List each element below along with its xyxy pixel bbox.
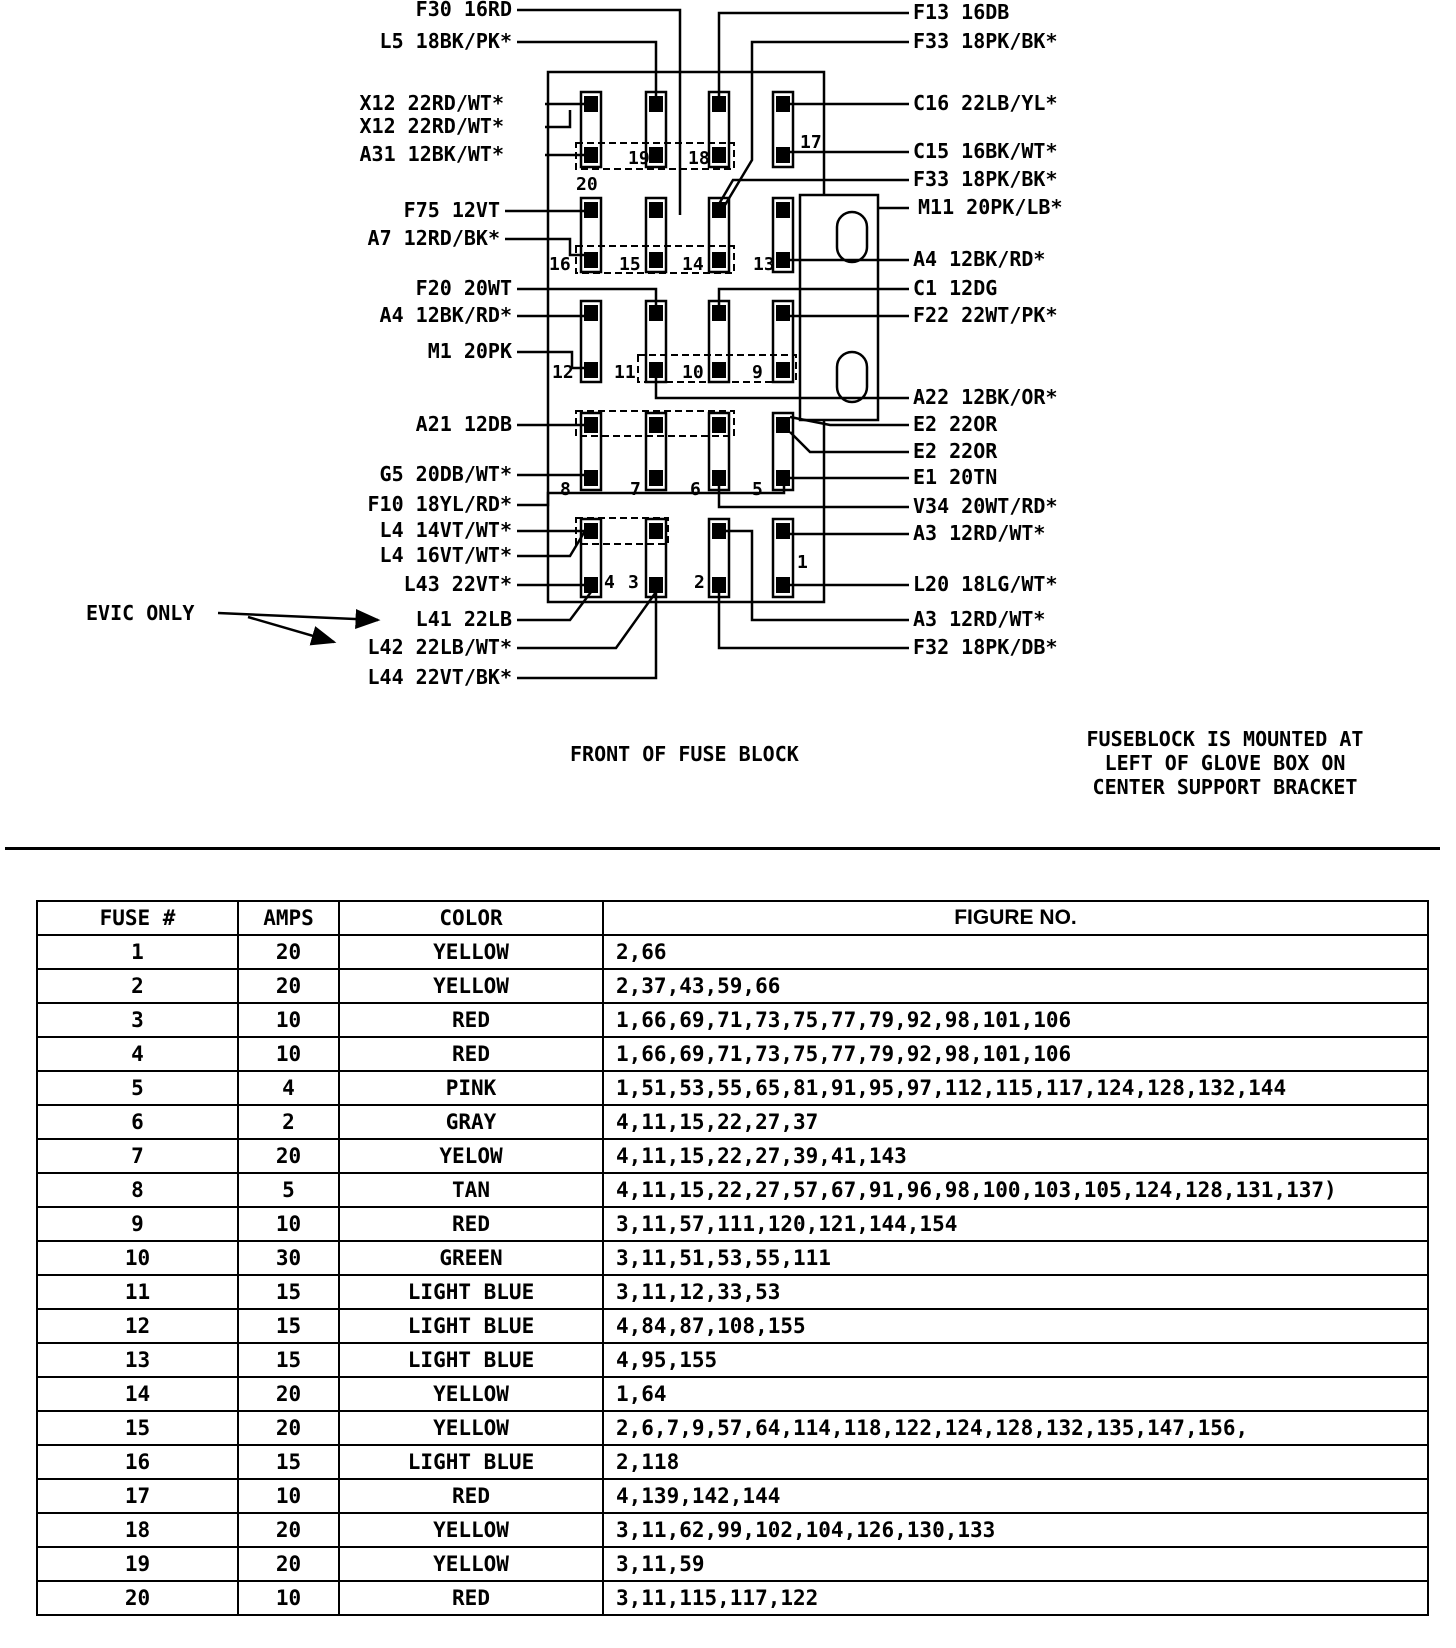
- fuse-terminal: [712, 202, 726, 218]
- color-cell: TAN: [339, 1173, 603, 1207]
- left-wire-labels: [360, 0, 513, 689]
- amps-cell: 15: [238, 1445, 339, 1479]
- right-wire-label: E1 20TN: [913, 465, 998, 489]
- amps-cell: 20: [238, 1513, 339, 1547]
- fuse-number-cell: 13: [37, 1343, 238, 1377]
- fuse-terminal: [776, 96, 790, 112]
- fuse-terminal: [649, 417, 663, 433]
- fuse-terminal: [712, 417, 726, 433]
- color-cell: PINK: [339, 1071, 603, 1105]
- amps-cell: 30: [238, 1241, 339, 1275]
- amps-cell: 2: [238, 1105, 339, 1139]
- fuse-terminal: [712, 577, 726, 593]
- amps-cell: 5: [238, 1173, 339, 1207]
- figure-no-cell: 3,11,12,33,53: [603, 1275, 1428, 1309]
- fuse-number-cell: 19: [37, 1547, 238, 1581]
- left-wire-label: G5 20DB/WT*: [379, 462, 512, 486]
- fuse-number-cell: 8: [37, 1173, 238, 1207]
- fuse-number-label: 17: [800, 132, 822, 153]
- fuse-terminal: [712, 252, 726, 268]
- wire: [517, 352, 584, 368]
- amps-cell: 15: [238, 1309, 339, 1343]
- color-cell: LIGHT BLUE: [339, 1343, 603, 1377]
- fuse-terminal: [584, 417, 598, 433]
- left-wire-label: X12 22RD/WT*: [359, 91, 504, 115]
- table-row: [37, 1275, 1428, 1309]
- amps-cell: 10: [238, 1207, 339, 1241]
- fuse-terminal: [649, 523, 663, 539]
- right-wire-label: V34 20WT/RD*: [913, 494, 1058, 518]
- left-wire-label: F30 16RD: [415, 0, 512, 21]
- left-wire-label: A21 12DB: [415, 412, 512, 436]
- left-wire-label: F10 18YL/RD*: [367, 492, 512, 516]
- right-wire-label: A3 12RD/WT*: [913, 521, 1046, 545]
- section-divider: [5, 847, 1440, 850]
- fuse-number-cell: 14: [37, 1377, 238, 1411]
- right-wire-label: E2 22OR: [913, 439, 998, 463]
- fuse-terminal: [584, 252, 598, 268]
- table-row: [37, 1343, 1428, 1377]
- left-wire-label: F75 12VT: [403, 198, 500, 222]
- fuse-terminal: [712, 147, 726, 163]
- header-fuse-number: FUSE #: [37, 901, 238, 935]
- right-wire-label: L20 18LG/WT*: [913, 572, 1058, 596]
- fuse-terminal: [649, 147, 663, 163]
- figure-no-cell: 4,84,87,108,155: [603, 1309, 1428, 1343]
- figure-no-cell: 1,66,69,71,73,75,77,79,92,98,101,106: [603, 1037, 1428, 1071]
- amps-cell: 10: [238, 1479, 339, 1513]
- fuse-number-cell: 18: [37, 1513, 238, 1547]
- amps-cell: 20: [238, 1411, 339, 1445]
- header-figure-no: FIGURE NO.: [603, 901, 1428, 935]
- amps-cell: 15: [238, 1275, 339, 1309]
- figure-no-cell: 4,139,142,144: [603, 1479, 1428, 1513]
- color-cell: GRAY: [339, 1105, 603, 1139]
- table-header-row: [37, 901, 1428, 935]
- fuse-number-label: 8: [560, 479, 571, 500]
- fuses: [581, 92, 793, 597]
- fuse-terminal: [584, 147, 598, 163]
- fuse-number-label: 15: [619, 254, 641, 275]
- color-cell: RED: [339, 1003, 603, 1037]
- left-wire-label: A4 12BK/RD*: [379, 303, 512, 327]
- fuse-terminal: [584, 523, 598, 539]
- figure-no-cell: 2,6,7,9,57,64,114,118,122,124,128,132,135,147,156,: [603, 1411, 1428, 1445]
- left-wire-label: A31 12BK/WT*: [359, 142, 504, 166]
- fuse-number-label: 16: [549, 254, 571, 275]
- fuse-number-label: 4: [604, 572, 615, 593]
- left-wire-label: M1 20PK: [427, 339, 512, 363]
- fuse-terminal: [584, 305, 598, 321]
- fuse-terminal: [649, 202, 663, 218]
- fuse-number-label: 18: [688, 148, 710, 169]
- fuse-number-label: 13: [753, 254, 775, 275]
- amps-cell: 15: [238, 1343, 339, 1377]
- fuse-number-cell: 4: [37, 1037, 238, 1071]
- fuse-terminal: [776, 305, 790, 321]
- color-cell: RED: [339, 1581, 603, 1615]
- color-cell: RED: [339, 1037, 603, 1071]
- fuse-terminal: [649, 252, 663, 268]
- table-row: [37, 969, 1428, 1003]
- wire: [517, 531, 585, 556]
- table-row: [37, 1207, 1428, 1241]
- amps-cell: 10: [238, 1581, 339, 1615]
- fuse-number-label: 7: [630, 479, 641, 500]
- left-wire-label: X12 22RD/WT*: [359, 114, 504, 138]
- wire: [719, 42, 909, 215]
- fuse-number-cell: 6: [37, 1105, 238, 1139]
- table-row: [37, 1547, 1428, 1581]
- figure-no-cell: 3,11,51,53,55,111: [603, 1241, 1428, 1275]
- header-color: COLOR: [339, 901, 603, 935]
- color-cell: YELLOW: [339, 1513, 603, 1547]
- figure-no-cell: 4,11,15,22,27,57,67,91,96,98,100,103,105,124,128,131,137): [603, 1173, 1428, 1207]
- amps-cell: 10: [238, 1003, 339, 1037]
- figure-no-cell: 1,51,53,55,65,81,91,95,97,112,115,117,124,128,132,144: [603, 1071, 1428, 1105]
- fuse-terminal: [584, 577, 598, 593]
- left-wire-label: L44 22VT/BK*: [367, 665, 512, 689]
- left-wire-label: L42 22LB/WT*: [367, 635, 512, 659]
- left-wire-label: A7 12RD/BK*: [367, 226, 500, 250]
- amps-cell: 4: [238, 1071, 339, 1105]
- amps-cell: 20: [238, 935, 339, 969]
- fuse-number-label: 14: [682, 254, 704, 275]
- right-wire-label: C1 12DG: [913, 276, 998, 300]
- table-row: [37, 1309, 1428, 1343]
- fuse-number-cell: 17: [37, 1479, 238, 1513]
- right-wire-label: C15 16BK/WT*: [913, 139, 1058, 163]
- left-wire-label: L41 22LB: [415, 607, 512, 631]
- front-of-fuse-block-caption: FRONT OF FUSE BLOCK: [570, 742, 799, 766]
- header-amps: AMPS: [238, 901, 339, 935]
- amps-cell: 20: [238, 1139, 339, 1173]
- table-row: [37, 1241, 1428, 1275]
- color-cell: YELLOW: [339, 969, 603, 1003]
- right-wire-label: F22 22WT/PK*: [913, 303, 1058, 327]
- fuse-terminal: [584, 96, 598, 112]
- fuse-terminal: [776, 252, 790, 268]
- wire: [790, 432, 909, 452]
- figure-no-cell: 2,118: [603, 1445, 1428, 1479]
- fuse-terminal: [584, 202, 598, 218]
- fuse-terminal: [776, 362, 790, 378]
- right-wire-label: F13 16DB: [913, 0, 1010, 24]
- fuse-number-cell: 3: [37, 1003, 238, 1037]
- fuse-number-cell: 1: [37, 935, 238, 969]
- figure-no-cell: 2,66: [603, 935, 1428, 969]
- table-row: [37, 1037, 1428, 1071]
- figure-no-cell: 3,11,57,111,120,121,144,154: [603, 1207, 1428, 1241]
- fuse-terminal: [776, 523, 790, 539]
- right-wire-labels: [913, 0, 1063, 659]
- figure-no-cell: 4,11,15,22,27,37: [603, 1105, 1428, 1139]
- table-row: [37, 1139, 1428, 1173]
- fuse-terminal: [584, 362, 598, 378]
- fuse-terminal: [776, 417, 790, 433]
- fuse-terminal: [712, 305, 726, 321]
- left-wire-label: L43 22VT*: [403, 572, 512, 596]
- figure-no-cell: 4,11,15,22,27,39,41,143: [603, 1139, 1428, 1173]
- table-body: [37, 935, 1428, 1615]
- fuse-number-label: 19: [628, 148, 650, 169]
- wire: [719, 13, 909, 104]
- fuse-number-cell: 10: [37, 1241, 238, 1275]
- figure-no-cell: 3,11,59: [603, 1547, 1428, 1581]
- fuse-terminal: [649, 577, 663, 593]
- fuse-terminal: [584, 470, 598, 486]
- table-row: [37, 1377, 1428, 1411]
- table-row: [37, 1173, 1428, 1207]
- figure-no-cell: 2,37,43,59,66: [603, 969, 1428, 1003]
- color-cell: YELLOW: [339, 935, 603, 969]
- figure-no-cell: 3,11,115,117,122: [603, 1581, 1428, 1615]
- fuse-terminal: [776, 577, 790, 593]
- table-row: [37, 1105, 1428, 1139]
- right-wire-label: F33 18PK/BK*: [913, 167, 1058, 191]
- fuse-number-label: 3: [628, 572, 639, 593]
- color-cell: LIGHT BLUE: [339, 1275, 603, 1309]
- amps-cell: 10: [238, 1037, 339, 1071]
- table-row: [37, 1479, 1428, 1513]
- fuse-terminal: [712, 362, 726, 378]
- fuse-number-label: 11: [614, 362, 636, 383]
- table-row: [37, 1513, 1428, 1547]
- fuse-number-cell: 5: [37, 1071, 238, 1105]
- color-cell: YELLOW: [339, 1377, 603, 1411]
- table-row: [37, 1071, 1428, 1105]
- right-wire-label: F32 18PK/DB*: [913, 635, 1058, 659]
- figure-no-cell: 1,64: [603, 1377, 1428, 1411]
- mount-note-line-3: CENTER SUPPORT BRACKET: [1092, 775, 1358, 799]
- color-cell: YELLOW: [339, 1547, 603, 1581]
- table-row: [37, 1581, 1428, 1615]
- left-wire-label: L4 14VT/WT*: [379, 518, 512, 542]
- left-wire-label: L5 18BK/PK*: [379, 29, 512, 53]
- fuse-number-cell: 16: [37, 1445, 238, 1479]
- amps-cell: 20: [238, 969, 339, 1003]
- fuse-number-label: 10: [682, 362, 704, 383]
- evic-arrow-lower: [248, 617, 334, 642]
- figure-no-cell: 3,11,62,99,102,104,126,130,133: [603, 1513, 1428, 1547]
- color-cell: YELOW: [339, 1139, 603, 1173]
- fuse-number-label: 20: [576, 174, 598, 195]
- right-wire-label: M11 20PK/LB*: [918, 195, 1063, 219]
- color-cell: RED: [339, 1479, 603, 1513]
- wire: [719, 531, 909, 620]
- fuse-number-cell: 11: [37, 1275, 238, 1309]
- table-row: [37, 1445, 1428, 1479]
- fuse-number-label: 1: [797, 552, 808, 573]
- amps-cell: 20: [238, 1547, 339, 1581]
- fuse-number-cell: 9: [37, 1207, 238, 1241]
- fuse-number-cell: 12: [37, 1309, 238, 1343]
- color-cell: RED: [339, 1207, 603, 1241]
- amps-cell: 20: [238, 1377, 339, 1411]
- evic-only-label: EVIC ONLY: [86, 601, 195, 625]
- fuse-number-cell: 20: [37, 1581, 238, 1615]
- mount-note-line-2: LEFT OF GLOVE BOX ON: [1104, 751, 1346, 775]
- wire: [505, 239, 584, 255]
- right-wire-label: A22 12BK/OR*: [913, 385, 1058, 409]
- left-wire-label: F20 20WT: [415, 276, 512, 300]
- right-wire-label: A3 12RD/WT*: [913, 607, 1046, 631]
- fuse-number-label: 5: [752, 479, 763, 500]
- table-row: [37, 1411, 1428, 1445]
- right-wire-label: C16 22LB/YL*: [913, 91, 1058, 115]
- fuse-number-cell: 15: [37, 1411, 238, 1445]
- fuse-terminal: [776, 202, 790, 218]
- fuse-number-label: 6: [690, 479, 701, 500]
- fuse-number-label: 2: [694, 572, 705, 593]
- figure-no-cell: 1,66,69,71,73,75,77,79,92,98,101,106: [603, 1003, 1428, 1037]
- left-wire-label: L4 16VT/WT*: [379, 543, 512, 567]
- fuse-terminal: [649, 470, 663, 486]
- fuse-number-label: 9: [752, 362, 763, 383]
- color-cell: LIGHT BLUE: [339, 1309, 603, 1343]
- fuse-number-label: 12: [552, 362, 574, 383]
- fuse-number-cell: 7: [37, 1139, 238, 1173]
- mount-note-line-1: FUSEBLOCK IS MOUNTED AT: [1086, 727, 1364, 751]
- color-cell: YELLOW: [339, 1411, 603, 1445]
- evic-arrow-upper: [218, 613, 378, 620]
- table-row: [37, 935, 1428, 969]
- table-row: [37, 1003, 1428, 1037]
- fuse-table: [36, 900, 1429, 1616]
- fuse-terminal: [776, 147, 790, 163]
- right-wire-label: E2 22OR: [913, 412, 998, 436]
- color-cell: LIGHT BLUE: [339, 1445, 603, 1479]
- right-wire-label: F33 18PK/BK*: [913, 29, 1058, 53]
- color-cell: GREEN: [339, 1241, 603, 1275]
- figure-no-cell: 4,95,155: [603, 1343, 1428, 1377]
- fuse-number-cell: 2: [37, 969, 238, 1003]
- wire: [517, 592, 656, 678]
- right-wire-label: A4 12BK/RD*: [913, 247, 1046, 271]
